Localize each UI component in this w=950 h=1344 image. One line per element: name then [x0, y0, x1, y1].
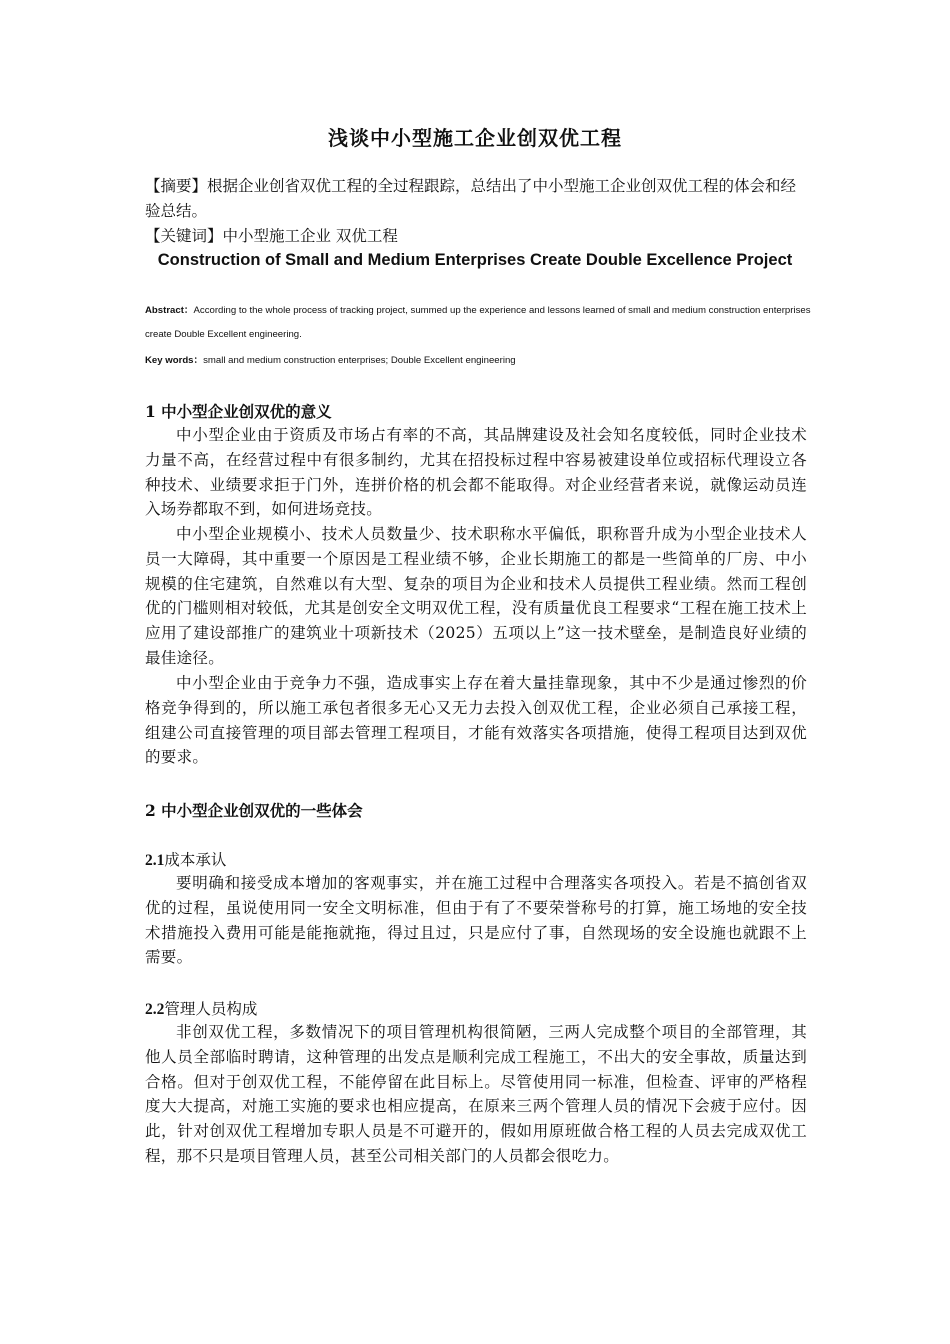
subsection-2-1-number: 2.1: [145, 852, 165, 869]
section-2-heading: 2 中小型企业创双优的一些体会: [145, 801, 363, 820]
section-1-paragraph-3: 中小型企业由于竞争力不强，造成事实上存在着大量挂靠现象，其中不少是通过惨烈的价格竞争得到的，所以施工承包者很多无心又无力去投入创双优工程，企业必须自己承接工程，组建公司直接管理的项目部去管理工程项目，才能有效落实各项措施，使得工程项目达到双优的要求。: [145, 674, 807, 767]
english-title: Construction of Small and Medium Enterprises Create Double Excellence Project: [157, 251, 793, 269]
abstract-en-label: Abstract：: [145, 305, 194, 316]
subsection-2-1-title: 成本承认: [164, 851, 227, 869]
abstract-cn: 【摘要】根据企业创省双优工程的全过程跟踪，总结出了中小型施工企业创双优工程的体会和经验总结。: [145, 177, 797, 220]
subsection-2-2-heading: [145, 997, 257, 1019]
section-1-paragraph-2: 中小型企业规模小、技术人员数量少、技术职称水平偏低，职称晋升成为小型企业技术人员一大障碍，其中重要一个原因是工程业绩不够，企业长期施工的都是一些简单的厂房、中小规模的住宅建筑，自然难以有大型、复杂的项目为企业和技术人员提供工程业绩。然而工程创优的门槛则相对较低，尤其是创安全文明双优工程，没有质量优良工程要求“工程在施工技术上应用了建设部推广的建筑业十项新技术（2025）五项以上”这一技术壁垒，是制造良好业绩的最佳途径。: [145, 525, 807, 667]
abstract-en: [145, 299, 815, 347]
abstract-en-text: According to the whole process of tracking project, summed up the experience and lessons learned of small and medium construction enterprises create Double Excellent engineering.: [145, 305, 811, 340]
subsection-2-1-heading: [145, 848, 226, 870]
keywords-cn: 【关键词】中小型施工企业 双优工程: [145, 227, 398, 245]
section-1-heading: 1 中小型企业创双优的意义: [145, 402, 332, 421]
subsection-2-2-number: 2.2: [145, 1001, 165, 1018]
keywords-en: [145, 349, 815, 373]
subsection-2-1-paragraph: 要明确和接受成本增加的客观事实，并在施工过程中合理落实各项投入。若是不搞创省双优的过程，虽说使用同一安全文明标准，但由于有了不要荣誉称号的打算，施工场地的安全技术措施投入费用可能是能拖就拖，得过且过，只是应付了事，自然现场的安全设施也就跟不上需要。: [145, 874, 807, 967]
paper-title: 浅谈中小型施工企业创双优工程: [328, 126, 622, 150]
subsection-2-2-title: 管理人员构成: [164, 1000, 258, 1018]
keywords-en-text: small and medium construction enterprises; Double Excellent engineering: [203, 355, 516, 366]
subsection-2-2-paragraph: 非创双优工程，多数情况下的项目管理机构很简陋，三两人完成整个项目的全部管理，其他人员全部临时聘请，这种管理的出发点是顺利完成工程施工，不出大的安全事故，质量达到合格。但对于创双优工程，不能停留在此目标上。尽管使用同一标准，但检查、评审的严格程度大大提高，对施工实施的要求也相应提高，在原来三两个管理人员的情况下会疲于应付。因此，针对创双优工程增加专职人员是不可避开的，假如用原班做合格工程的人员去完成双优工程，那不只是项目管理人员，甚至公司相关部门的人员都会很吃力。: [145, 1023, 807, 1165]
keywords-en-label: Key words：: [145, 355, 204, 366]
section-1-paragraph-1: 中小型企业由于资质及市场占有率的不高，其品牌建设及社会知名度较低，同时企业技术力量不高，在经营过程中有很多制约，尤其在招投标过程中容易被建设单位或招标代理设立各种技术、业绩要求拒于门外，连拼价格的机会都不能取得。对企业经营者来说，就像运动员连入场券都取不到，如何进场竞技。: [145, 426, 807, 519]
